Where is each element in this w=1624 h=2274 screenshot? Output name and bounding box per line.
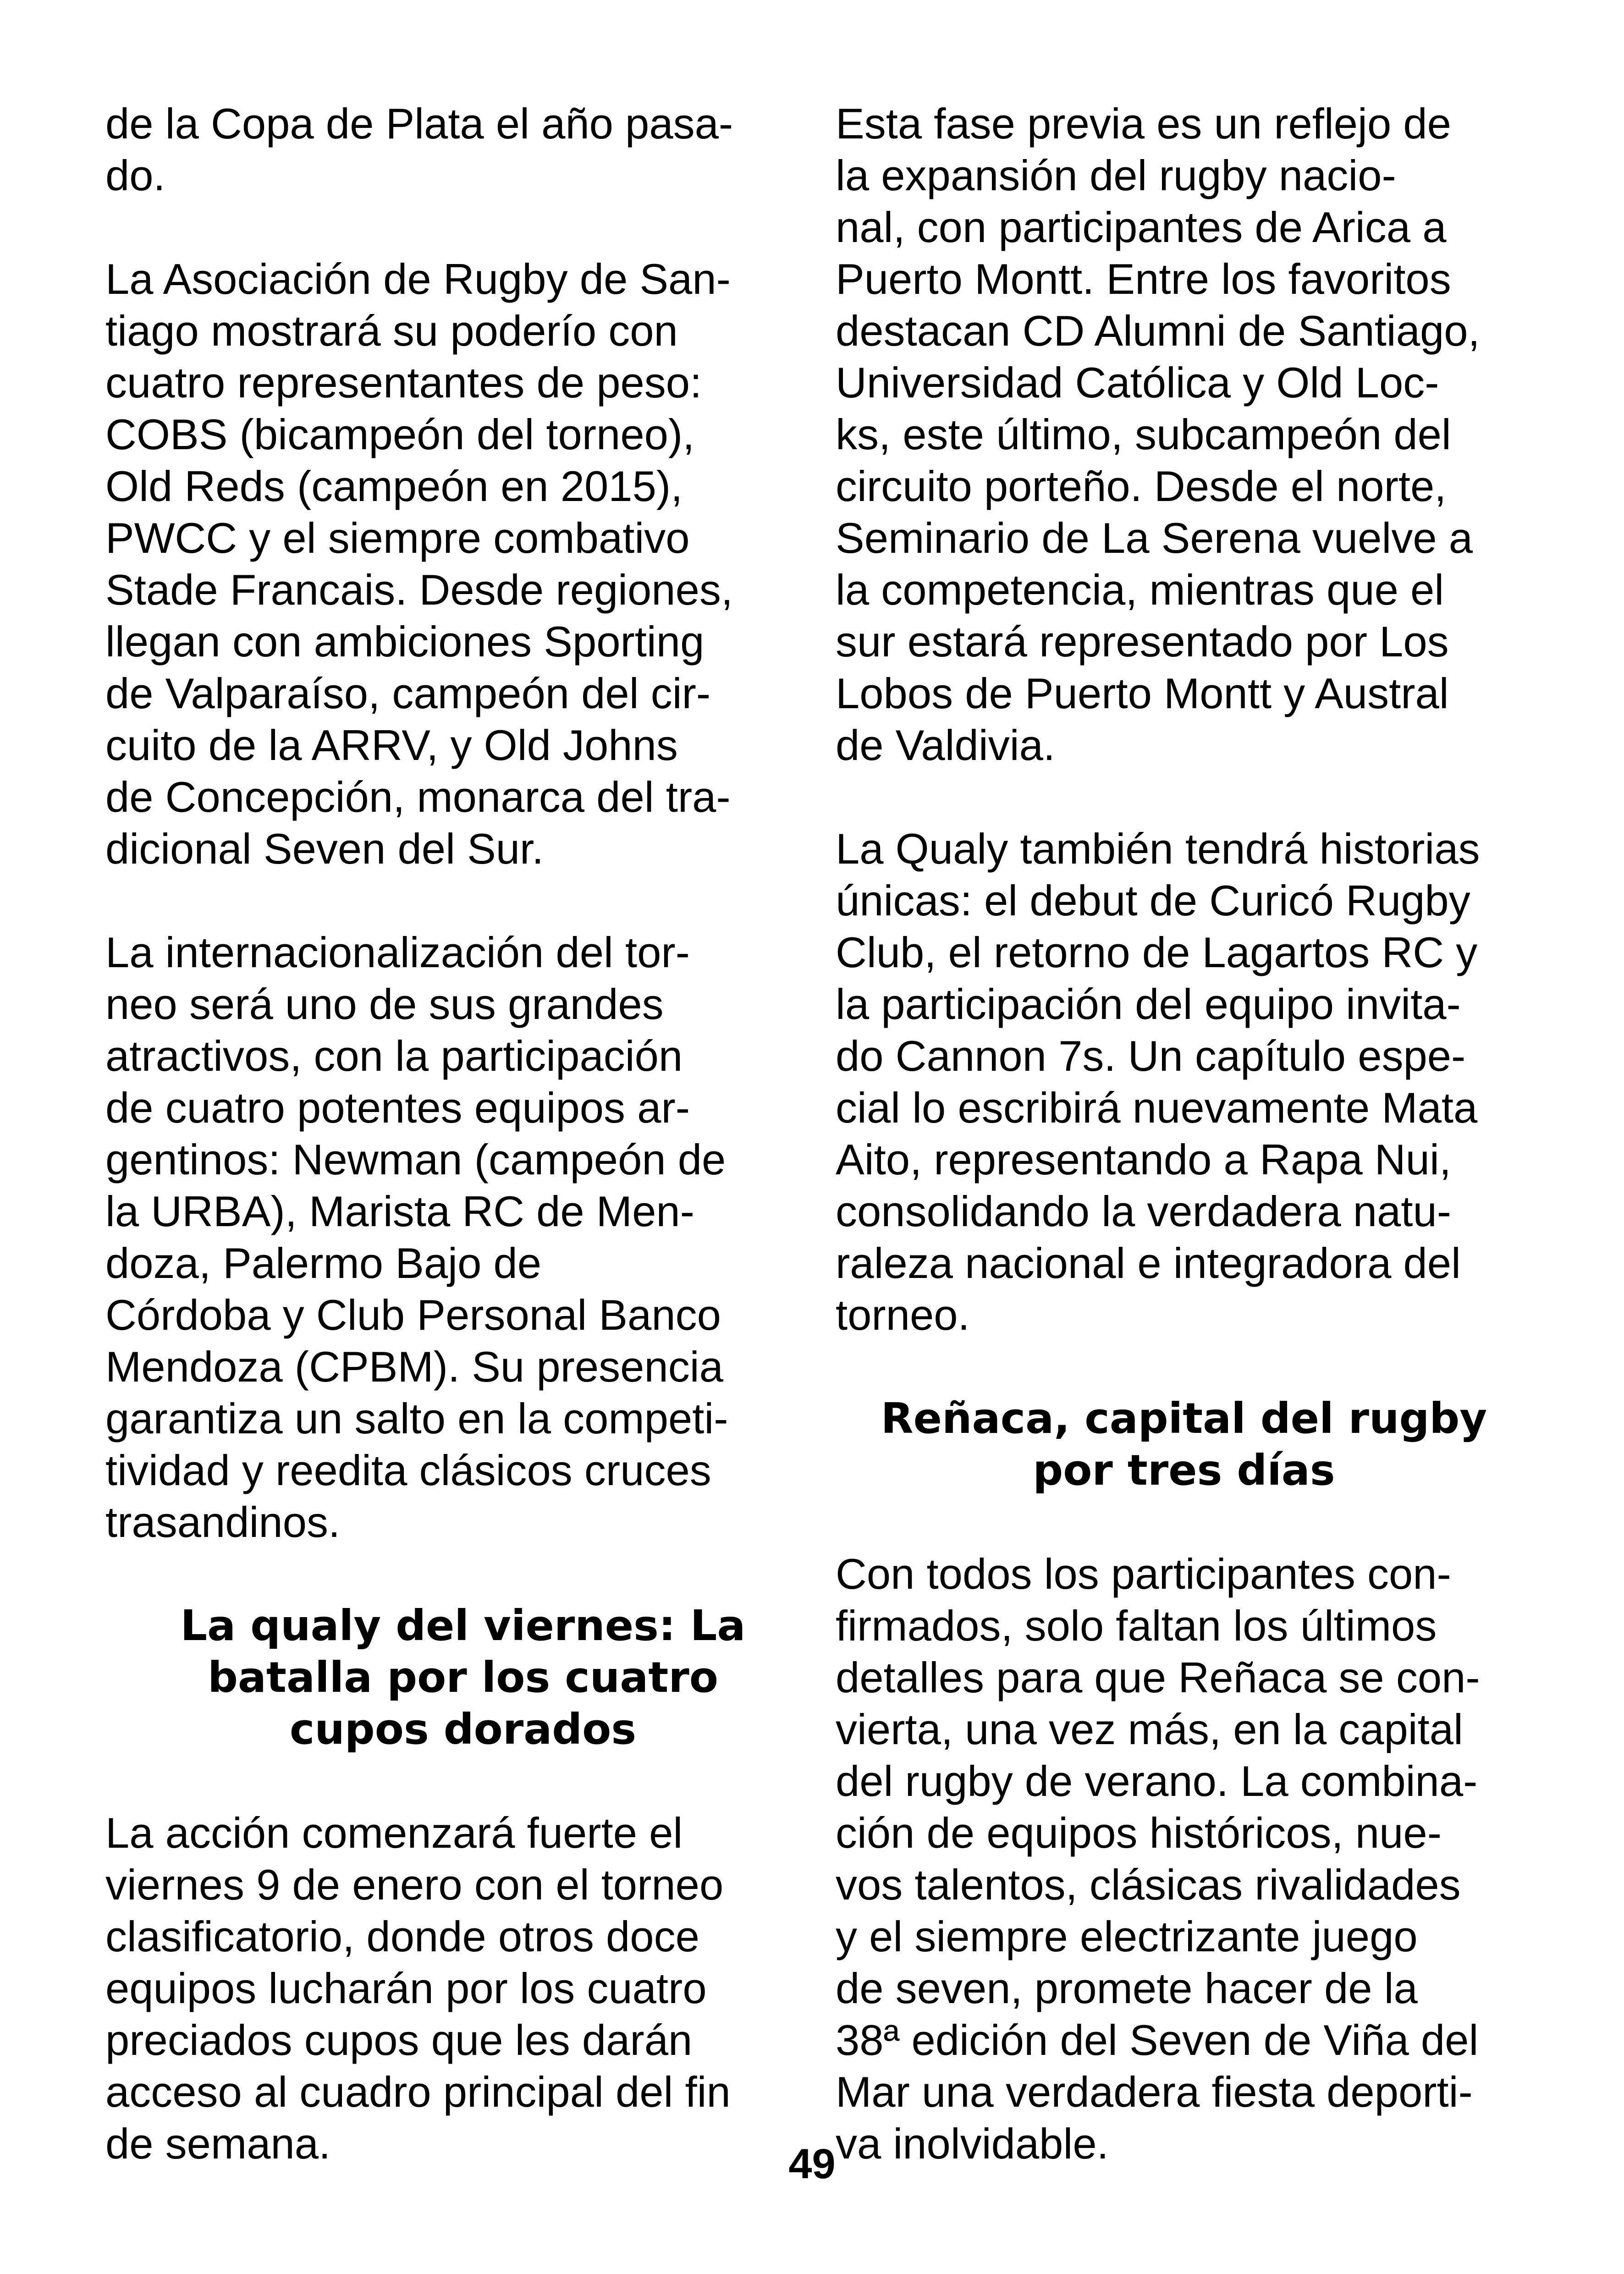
left-column: [105, 98, 820, 2169]
text-line: ks, este último, subcampeón del: [836, 410, 1451, 458]
paragraph-qualy-historias: [836, 823, 1532, 1341]
heading-line: La qualy del viernes: La: [180, 1601, 746, 1650]
text-line: acceso al cuadro principal del fin: [105, 2068, 731, 2116]
heading-line: Reñaca, capital del rugby: [881, 1394, 1487, 1443]
text-line: Aito, representando a Rapa Nui,: [836, 1135, 1451, 1184]
text-line: atractivos, con la participación: [105, 1032, 683, 1080]
section-heading-renaca: [836, 1393, 1532, 1496]
text-line: de la Copa de Plata el año pasa-: [105, 99, 733, 148]
text-line: La Qualy también tendrá historias: [836, 825, 1480, 873]
text-line: de seven, promete hacer de la: [836, 1964, 1418, 2012]
text-line: firmados, solo faltan los últimos: [836, 1602, 1437, 1650]
text-line: La Asociación de Rugby de San-: [105, 255, 731, 303]
text-line: circuito porteño. Desde el norte,: [836, 462, 1447, 510]
paragraph-accion: [105, 1807, 820, 2169]
text-line: de semana.: [105, 2120, 331, 2168]
text-line: raleza nacional e integradora del: [836, 1239, 1461, 1287]
text-line: La internacionalización del tor-: [105, 928, 690, 976]
text-line: clasificatorio, donde otros doce: [105, 1912, 699, 1960]
paragraph-final: [836, 1548, 1532, 2169]
text-line: viernes 9 de enero con el torneo: [105, 1861, 724, 1909]
text-line: Universidad Católica y Old Loc-: [836, 358, 1439, 407]
text-line: COBS (bicampeón del torneo),: [105, 410, 695, 458]
text-line: do Cannon 7s. Un capítulo espe-: [836, 1032, 1466, 1080]
heading-line: cupos dorados: [289, 1705, 637, 1754]
text-line: garantiza un salto en la competi-: [105, 1394, 728, 1443]
text-line: PWCC y el siempre combativo: [105, 514, 690, 562]
heading-line: por tres días: [1033, 1446, 1335, 1495]
text-line: Old Reds (campeón en 2015),: [105, 462, 683, 510]
text-line: únicas: el debut de Curicó Rugby: [836, 876, 1470, 925]
text-line: tividad y reedita clásicos cruces: [105, 1446, 711, 1494]
text-line: Seminario de La Serena vuelve a: [836, 514, 1473, 562]
right-column: [836, 98, 1532, 2169]
text-line: Lobos de Puerto Montt y Austral: [836, 669, 1449, 717]
text-line: del rugby de verano. La combina-: [836, 1757, 1478, 1805]
text-line: va inolvidable.: [836, 2120, 1109, 2168]
text-line: la expansión del rugby nacio-: [836, 151, 1396, 199]
paragraph-intro: [105, 98, 820, 201]
text-line: vos talentos, clásicas rivalidades: [836, 1861, 1461, 1909]
text-line: de Valparaíso, campeón del cir-: [105, 669, 711, 717]
text-line: Con todos los participantes con-: [836, 1550, 1451, 1598]
text-line: trasandinos.: [105, 1498, 341, 1546]
text-line: destacan CD Alumni de Santiago,: [836, 307, 1480, 355]
text-line: La acción comenzará fuerte el: [105, 1809, 683, 1857]
paragraph-asociacion: [105, 253, 820, 875]
text-line: do.: [105, 151, 165, 199]
text-line: gentinos: Newman (campeón de: [105, 1135, 726, 1184]
text-line: Córdoba y Club Personal Banco: [105, 1291, 721, 1339]
page-number: 49: [788, 2141, 836, 2187]
text-line: preciados cupos que les darán: [105, 2016, 693, 2064]
text-line: neo será uno de sus grandes: [105, 980, 664, 1028]
text-line: consolidando la verdadera natu-: [836, 1187, 1452, 1235]
text-line: Esta fase previa es un reflejo de: [836, 99, 1451, 148]
text-line: de cuatro potentes equipos ar-: [105, 1084, 690, 1132]
text-line: Stade Francais. Desde regiones,: [105, 566, 733, 614]
text-line: Club, el retorno de Lagartos RC y: [836, 928, 1478, 976]
text-line: la URBA), Marista RC de Men-: [105, 1187, 694, 1235]
text-line: la participación del equipo invita-: [836, 980, 1461, 1028]
text-line: sur estará representado por Los: [836, 617, 1449, 666]
text-line: cuito de la ARRV, y Old Johns: [105, 721, 678, 769]
text-line: de Concepción, monarca del tra-: [105, 773, 731, 821]
text-line: nal, con participantes de Arica a: [836, 203, 1447, 251]
text-line: vierta, una vez más, en la capital: [836, 1705, 1463, 1753]
text-line: dicional Seven del Sur.: [105, 825, 544, 873]
text-line: Mar una verdadera fiesta deporti-: [836, 2068, 1473, 2116]
text-line: torneo.: [836, 1291, 970, 1339]
text-line: Puerto Montt. Entre los favoritos: [836, 255, 1451, 303]
text-line: 38ª edición del Seven de Viña del: [836, 2016, 1479, 2064]
text-line: tiago mostrará su poderío con: [105, 307, 678, 355]
text-line: llegan con ambiciones Sporting: [105, 617, 705, 666]
text-line: cuatro representantes de peso:: [105, 358, 702, 407]
heading-line: batalla por los cuatro: [208, 1653, 718, 1702]
text-line: y el siempre electrizante juego: [836, 1912, 1418, 1960]
paragraph-fase-previa: [836, 98, 1532, 771]
text-line: detalles para que Reñaca se con-: [836, 1653, 1480, 1701]
text-line: Mendoza (CPBM). Su presencia: [105, 1343, 723, 1391]
text-line: equipos lucharán por los cuatro: [105, 1964, 707, 2012]
text-line: la competencia, mientras que el: [836, 566, 1444, 614]
text-line: cial lo escribirá nuevamente Mata: [836, 1084, 1478, 1132]
text-line: ción de equipos históricos, nue-: [836, 1809, 1442, 1857]
text-line: doza, Palermo Bajo de: [105, 1239, 542, 1287]
paragraph-internacionalizacion: [105, 926, 820, 1548]
text-line: de Valdivia.: [836, 721, 1055, 769]
section-heading-qualy: [105, 1600, 820, 1755]
